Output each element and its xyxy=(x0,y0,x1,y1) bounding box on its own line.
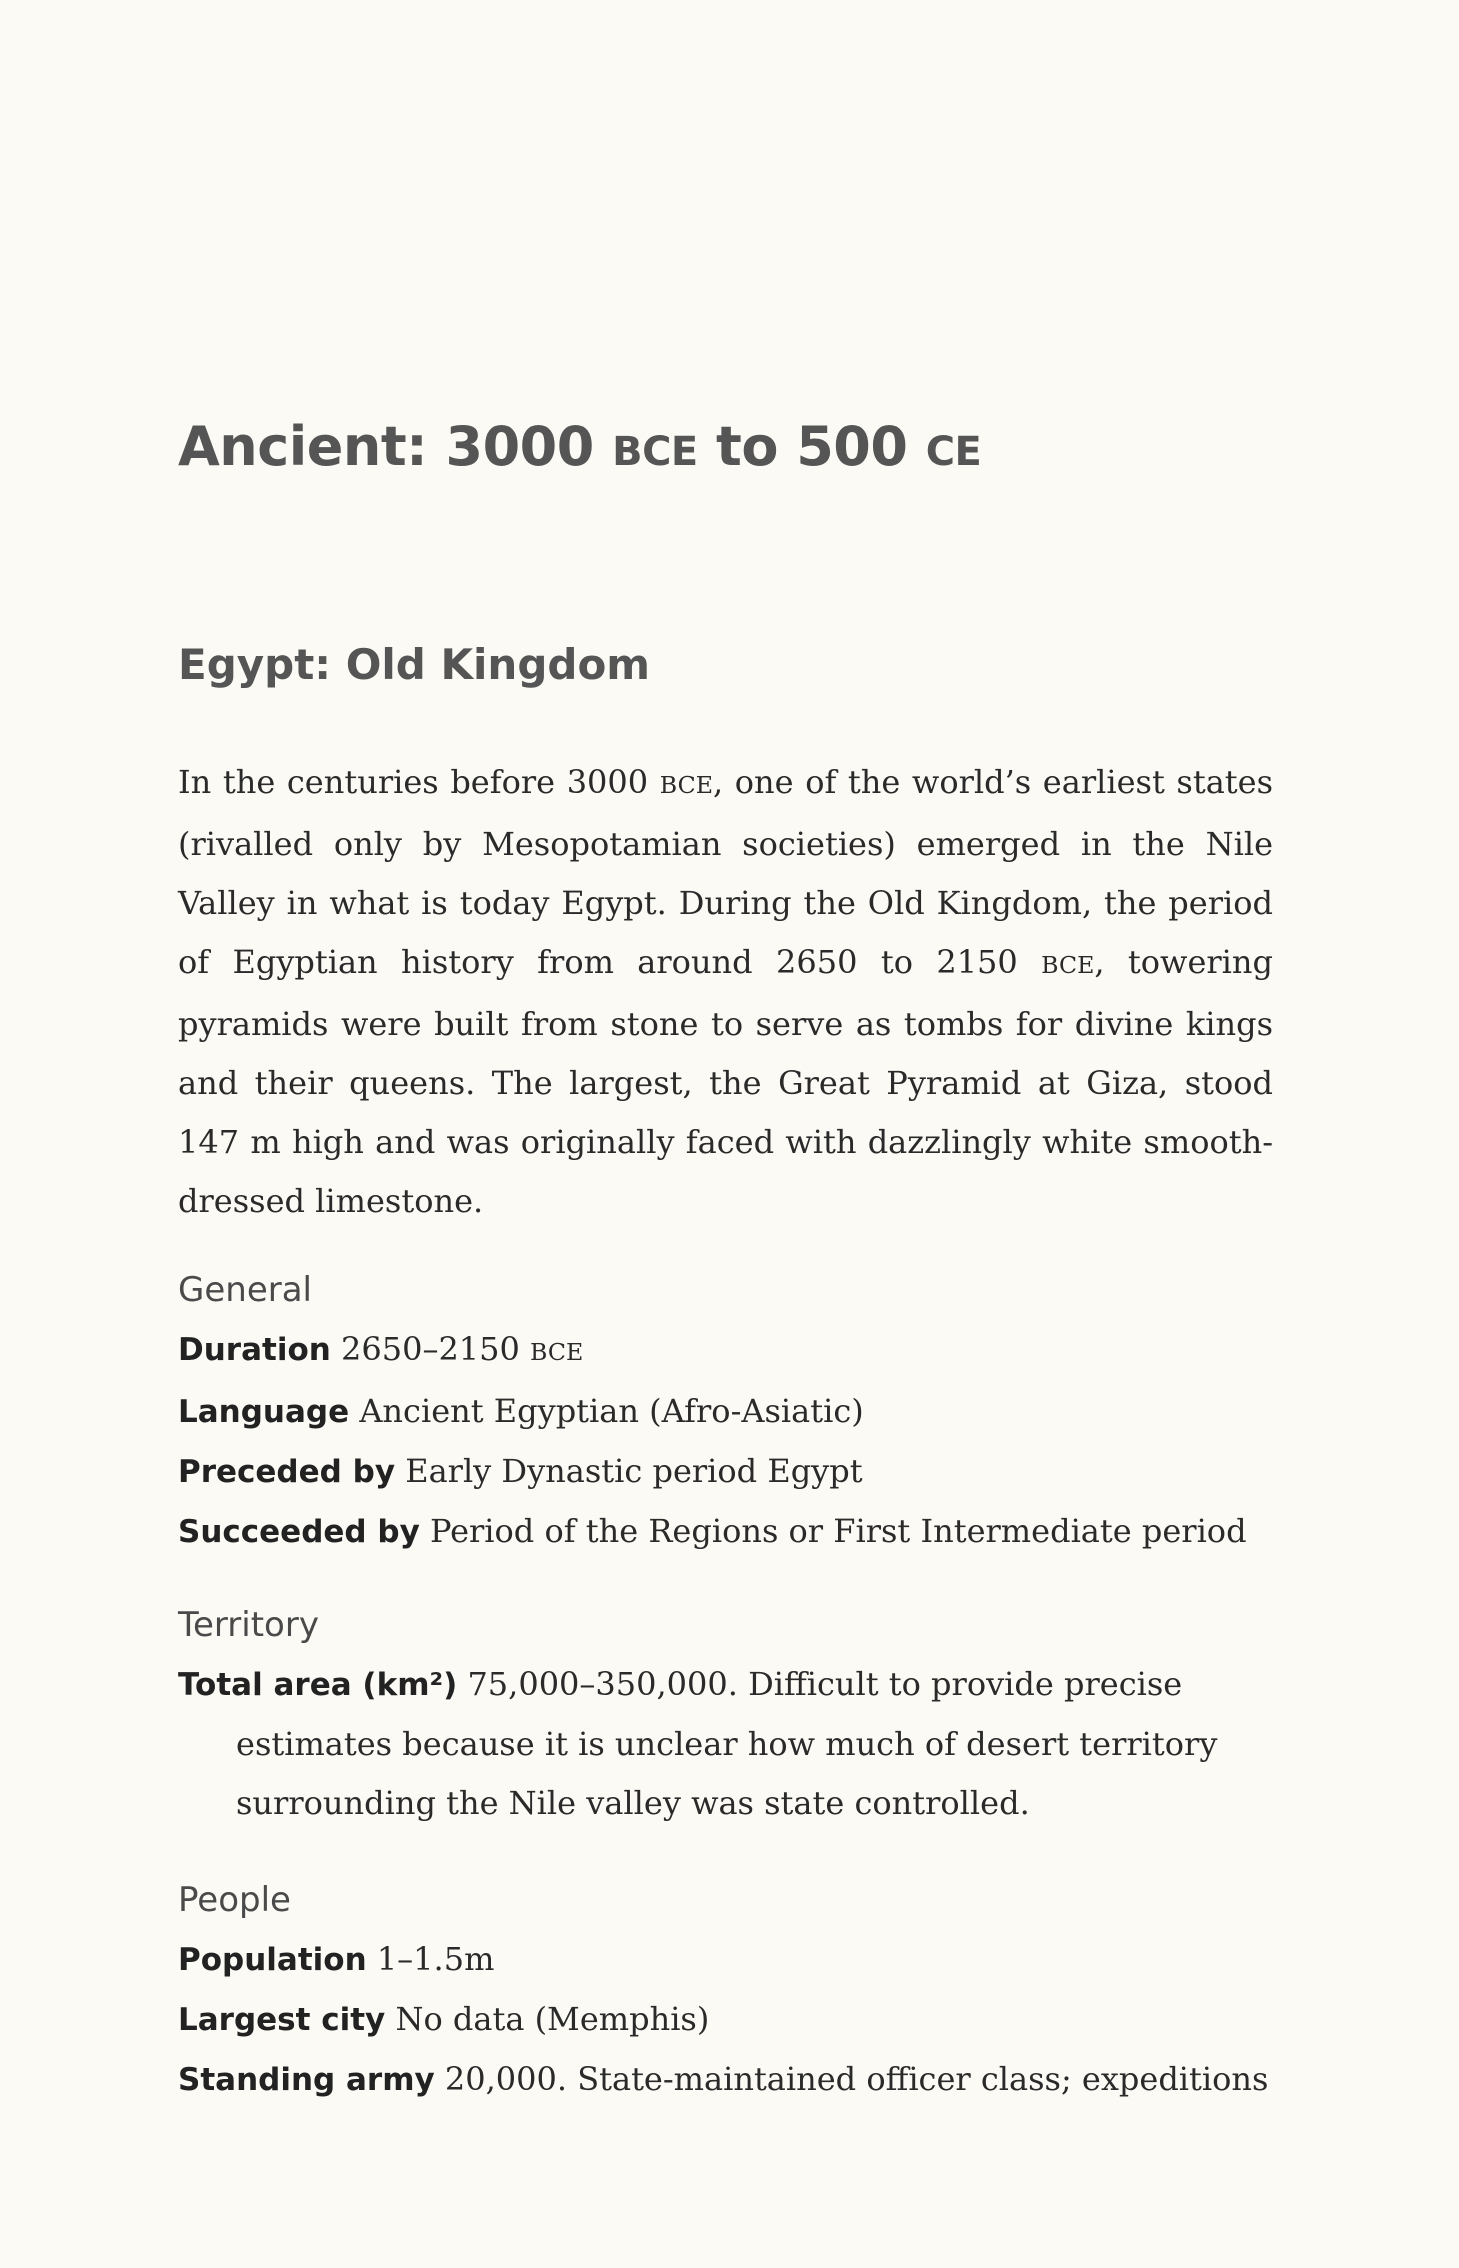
succeeded-by-entry xyxy=(178,1502,1273,1562)
largest-city-value: No data (Memphis) xyxy=(395,2000,710,2038)
language-entry xyxy=(178,1382,1273,1442)
part-title xyxy=(178,415,981,478)
people-heading: People xyxy=(178,1880,291,1920)
total-area-value: 75,000–350,000. Difficult to provide precise estimates because it is unclear how much of desert territory surrounding the Nile valley was state controlled. xyxy=(236,1665,1218,1822)
part-title-prefix: Ancient: 3000 xyxy=(178,415,613,478)
general-section xyxy=(178,1260,1273,1562)
general-heading: General xyxy=(178,1270,312,1310)
succeeded-by-value: Period of the Regions or First Intermediate period xyxy=(429,1512,1247,1550)
preceded-by-label: Preceded by xyxy=(178,1454,396,1490)
section-title: Egypt: Old Kingdom xyxy=(178,640,651,689)
population-value: 1–1.5m xyxy=(376,1940,495,1978)
intro-text-1: In the centuries before 3000 xyxy=(178,763,660,801)
part-title-era-bce: BCE xyxy=(612,429,698,475)
standing-army-label: Standing army xyxy=(178,2062,435,2098)
duration-era: BCE xyxy=(530,1338,584,1366)
intro-text-3: , towering pyramids were built from stone to serve as tombs for divine kings and their queens. The largest, the Great Pyramid at Giza, stood 147 m high and was originally faced with dazzlingly white smooth-dressed limestone. xyxy=(178,943,1274,1220)
population-entry xyxy=(178,1930,1273,1990)
intro-era-1: BCE xyxy=(659,771,713,799)
territory-section xyxy=(178,1595,1273,1833)
duration-entry xyxy=(178,1320,1273,1382)
population-label: Population xyxy=(178,1942,367,1978)
duration-label: Duration xyxy=(178,1332,331,1368)
part-title-mid: to 500 xyxy=(697,415,926,478)
total-area-label: Total area (km²) xyxy=(178,1667,458,1703)
language-value: Ancient Egyptian (Afro-Asiatic) xyxy=(359,1392,864,1430)
preceded-by-entry xyxy=(178,1442,1273,1502)
people-section xyxy=(178,1870,1273,2110)
largest-city-label: Largest city xyxy=(178,2002,386,2038)
intro-era-2: BCE xyxy=(1041,951,1095,979)
standing-army-entry xyxy=(178,2050,1273,2110)
standing-army-value: 20,000. State-maintained officer class; expeditions xyxy=(444,2060,1269,2098)
largest-city-entry xyxy=(178,1990,1273,2050)
duration-value: 2650–2150 xyxy=(341,1330,531,1368)
intro-text-2: , one of the world’s earliest states (rivalled only by Mesopotamian societies) emerged in the Nile Valley in what is today Egypt. During the Old Kingdom, the period of Egyptian history from around 2650 to 2150 xyxy=(178,763,1274,981)
intro-paragraph xyxy=(178,753,1273,1231)
part-title-era-ce: CE xyxy=(925,429,982,475)
language-label: Language xyxy=(178,1394,350,1430)
succeeded-by-label: Succeeded by xyxy=(178,1514,420,1550)
total-area-entry xyxy=(178,1655,1273,1833)
territory-heading: Territory xyxy=(178,1605,319,1645)
preceded-by-value: Early Dynastic period Egypt xyxy=(405,1452,863,1490)
